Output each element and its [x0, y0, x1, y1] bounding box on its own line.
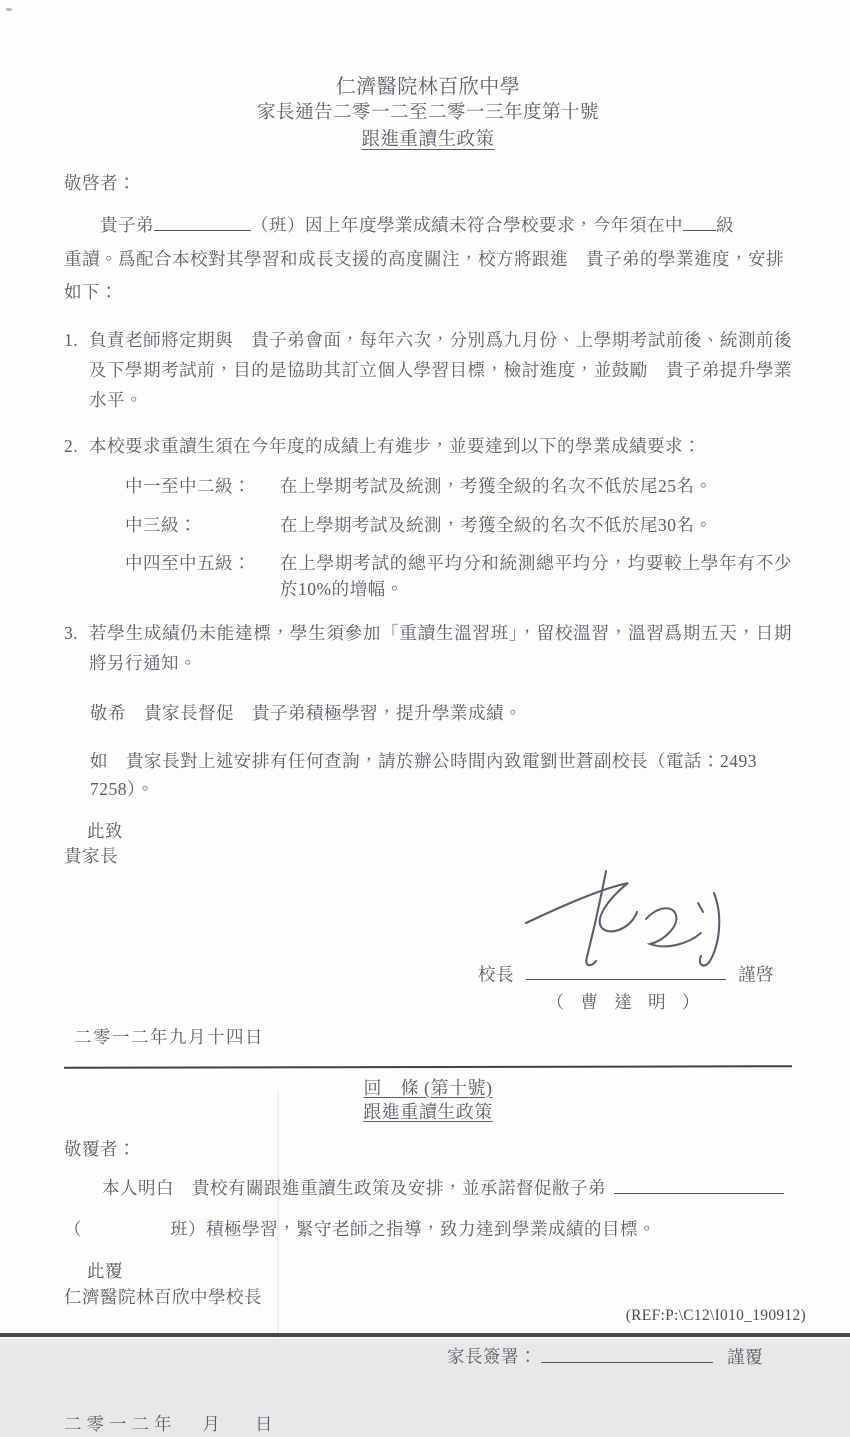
parent-signature-row: [447, 1344, 792, 1368]
valediction: 此致: [87, 820, 123, 841]
requirement-text: 在上學期考試及統測，考獲全級的名次不低於尾30名。: [280, 514, 713, 535]
list-item-3: [64, 618, 792, 678]
parent-closing: 謹覆: [727, 1346, 763, 1367]
requirement-grade: 中四至中五級：: [125, 552, 251, 573]
class-suffix: 班）: [269, 215, 305, 236]
intro-text-1: 因上年度學業成績未符合學校要求，今年須在中: [305, 215, 683, 236]
reply-date-day: 日: [255, 1414, 278, 1435]
reply-body-text-1: 本人明白 貴校有關跟進重讀生政策及安排，並承諾督促敝子弟: [102, 1178, 606, 1199]
open-paren: （: [251, 215, 269, 236]
reply-student-name-blank: [614, 1176, 784, 1195]
requirement-text: 在上學期考試的總平均分和統測總平均分，均要較上學年有不少於10%的增幅。: [280, 552, 792, 600]
item-text: 若學生成績仍未能達標，學生須參加「重讀生溫習班」，留校溫習，溫習爲期五天，日期將另行通知。: [89, 623, 792, 674]
reply-date-month: 月: [202, 1414, 225, 1435]
reply-body-line-1: [64, 1172, 792, 1205]
requirement-grade: 中三級：: [125, 514, 197, 535]
notice-date: 二零一二年九月十四日: [74, 1027, 264, 1048]
notice-header: [64, 74, 792, 154]
reply-slip-subject-text: 跟進重讀生政策: [363, 1102, 493, 1123]
principal-name: （ 曹 達 明 ）: [546, 992, 706, 1013]
principal-signature-row: [478, 962, 774, 986]
reply-addressee: 仁濟醫院林百欣中學校長: [64, 1286, 262, 1307]
requirement-row-f3: [125, 512, 792, 538]
recipient: 貴家長: [64, 845, 118, 866]
intro-line-2: 重讀。爲配合本校對其學習和成長支援的高度關注，校方將跟進 貴子弟的學業進度，安排如下：: [64, 248, 784, 302]
salutation: 敬啓者：: [64, 172, 136, 193]
closing-contact: 如 貴家長對上述安排有任何查詢，請於辦公時間內致電劉世蒼副校長（電話：2493 7258）。: [90, 750, 757, 799]
principal-closing: 謹啓: [738, 964, 774, 985]
item-number: 1.: [64, 330, 79, 350]
notice-subject: 跟進重讀生政策: [361, 129, 495, 150]
requirement-row-f1-f2: [125, 473, 792, 499]
reply-slip-title: [64, 1076, 792, 1100]
student-name-blank: [154, 213, 251, 232]
requirement-row-f4-f5: [125, 550, 792, 603]
scan-crease: [277, 1090, 279, 1339]
reply-date-year: 二零一二年: [64, 1414, 177, 1435]
requirement-text: 在上學期考試及統測，考獲全級的名次不低於尾25名。: [280, 476, 713, 497]
reply-valediction: 此覆: [87, 1260, 123, 1281]
tear-off-divider: [64, 1065, 792, 1069]
item-text: 負責老師將定期與 貴子弟會面，每年六次，分別爲九月份、上學期考試前後、統測前後及下學期考試前，目的是協助其訂立個人學習目標，檢討進度，並鼓勵 貴子弟提升學業水平。: [89, 330, 792, 411]
list-item-1: [64, 325, 792, 415]
principal-label: 校長: [478, 964, 514, 985]
student-label: 貴子弟: [100, 215, 154, 236]
reply-date-row: [64, 1412, 792, 1437]
principal-signature-line: [526, 962, 726, 981]
grade-blank: [683, 213, 716, 232]
notice-number-line: 家長通告二零一二至二零一三年度第十號: [256, 103, 599, 123]
reply-class-suffix: 班）: [170, 1219, 206, 1240]
numbered-list: [64, 325, 792, 461]
requirements-list: [64, 473, 792, 602]
scan-bottom-edge: [0, 1333, 850, 1337]
principal-signature-block: [64, 877, 792, 1013]
reply-body-text-2: 積極學習，緊守老師之指導，致力達到學業成績的目標。: [206, 1219, 656, 1240]
closing-urge: 敬希 貴家長督促 貴子弟積極學習，提升學業成績。: [90, 702, 522, 723]
grade-suffix: 級: [716, 215, 734, 236]
reply-slip-title-text: 回 條 (第十號): [363, 1077, 493, 1098]
reply-body-line-2: [64, 1213, 792, 1246]
item-number: 2.: [64, 436, 79, 457]
intro-line-1: [64, 209, 792, 242]
ref-code: (REF:P:\C12\I010_190912): [625, 1307, 806, 1324]
item-number: 3.: [64, 623, 79, 644]
parent-signature-blank: [541, 1344, 713, 1363]
reply-salutation: 敬覆者：: [64, 1139, 136, 1160]
parent-sign-label: 家長簽署：: [447, 1346, 537, 1367]
school-name: 仁濟醫院林百欣中學: [335, 76, 521, 98]
reply-slip-subject: [64, 1100, 792, 1124]
reply-open-paren: （: [64, 1219, 82, 1240]
item-text: 本校要求重讀生須在今年度的成績上有進步，並要達到以下的學業成績要求：: [89, 436, 701, 457]
list-item-2: [64, 431, 792, 461]
requirement-grade: 中一至中二級：: [125, 476, 251, 497]
